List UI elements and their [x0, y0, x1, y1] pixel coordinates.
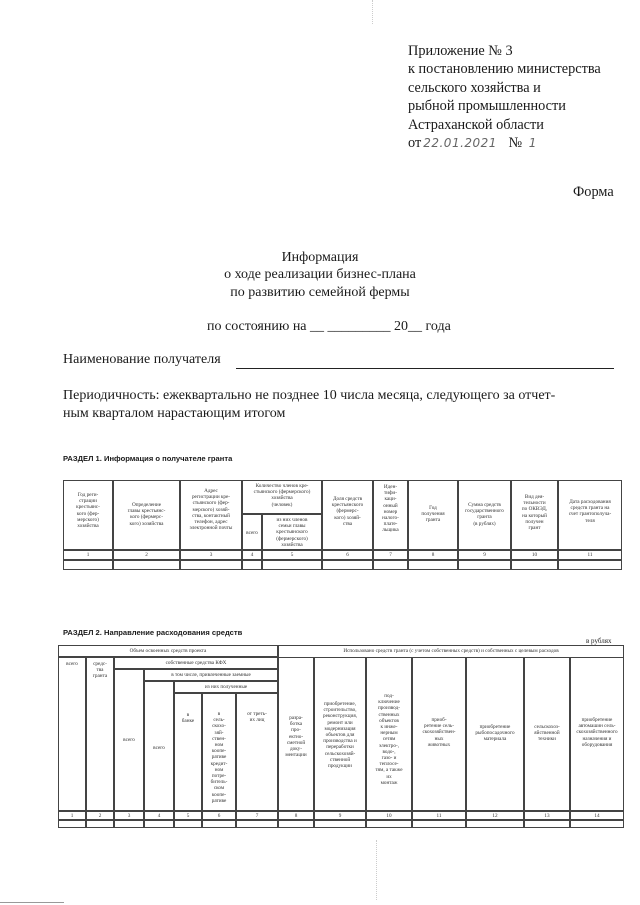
col-number: 8 — [431, 552, 435, 558]
appendix-line-5: Астраханской области — [408, 116, 544, 133]
date-prefix: от — [408, 135, 422, 152]
blank-data-cell[interactable] — [408, 560, 458, 570]
s1-header-2: Определение главы крестьянс- кого (фермерс- кого) хозяйства — [127, 502, 166, 527]
col-number: 8 — [294, 813, 298, 819]
s2-right-group-text: Использовано средств гранта (с учетом собственных средств) и собственных с целевым расходов — [343, 648, 559, 654]
blank-data-cell[interactable] — [412, 820, 466, 828]
periodicity-line-1: Периодичность: ежеквартально не позднее 10 числа месяца, следующего за отчет- — [63, 388, 556, 403]
col-number: 5 — [290, 552, 294, 558]
s2-col-1 — [58, 657, 86, 811]
s2-col-5 — [174, 693, 202, 811]
blank-data-cell[interactable] — [174, 820, 202, 828]
periodicity-line-2: ным кварталом нарастающим итогом — [63, 405, 286, 421]
col-number: 2 — [145, 552, 148, 558]
col-number: 3 — [127, 813, 131, 819]
s2-all-text: всего — [66, 661, 78, 667]
s2-received-text: из них полученные — [204, 684, 248, 690]
appendix-block — [408, 42, 601, 152]
col-number: 6 — [346, 552, 349, 558]
bottom-dot-line — [376, 840, 377, 900]
s1-header-6: Доля средств крестьянского (фермерс- кого) хозяй- ства — [331, 496, 364, 527]
col-number: 3 — [209, 552, 213, 558]
col-number: 7 — [389, 552, 392, 558]
title-line-2: о ходе реализации бизнес-плана — [224, 267, 416, 283]
s1-header-1: Год реги- страции крестьянс- кого (фер- мерского) хозяйства — [76, 492, 100, 530]
appendix-line-2: к постановлению министерства — [408, 61, 601, 78]
s2-header-6: в сель- скохо- зяй- ствен- ном коопе- ративе кредит- ном потре- битель- ском коопе- ративе — [210, 711, 228, 804]
col-number: 4 — [157, 813, 161, 819]
blank-data-cell[interactable] — [322, 560, 373, 570]
blank-data-cell[interactable] — [366, 820, 412, 828]
section-1-title: РАЗДЕЛ 1. Информация о получателе гранта — [63, 454, 233, 463]
blank-data-cell[interactable] — [373, 560, 408, 570]
s1-header-7: Иден- тифи- каци- онный номер налого- плате- льщика — [382, 484, 399, 534]
col-number: 14 — [594, 813, 600, 819]
s2-grant-text: средс- тва гранта — [92, 661, 108, 680]
blank-data-cell[interactable] — [242, 560, 262, 570]
appendix-line-3: сельского хозяйства и — [408, 79, 541, 96]
col-number: 1 — [86, 552, 90, 558]
s2-header-5: в банке — [181, 712, 195, 725]
s1-header-5: из них членов семьи главы крестьянского (фермерского) хозяйства — [276, 517, 308, 548]
bottom-edge-line — [0, 902, 64, 903]
section-2-units: в рублях — [586, 637, 612, 645]
s2-header-11: приоб- ретение сель- скохозяйствен- ных животных — [422, 717, 456, 748]
s2-col-2 — [86, 657, 114, 811]
blank-data-cell[interactable] — [58, 820, 86, 828]
blank-data-cell[interactable] — [114, 820, 144, 828]
col-number: 9 — [483, 552, 486, 558]
blank-data-cell[interactable] — [524, 820, 570, 828]
form-label: Форма — [573, 184, 614, 200]
blank-data-cell[interactable] — [314, 820, 366, 828]
recipient-field-line — [236, 368, 614, 369]
appendix-line-4: рыбной промышленности — [408, 98, 566, 115]
col-number: 9 — [338, 813, 342, 819]
top-dot-line — [372, 0, 373, 24]
s2-header-12: приобретение рыбопосадочного материала — [475, 724, 515, 743]
appendix-line-6 — [408, 134, 601, 152]
col-number: 6 — [217, 813, 221, 819]
number-prefix: № — [508, 135, 523, 152]
blank-data-cell[interactable] — [113, 560, 180, 570]
handwritten-number: 1 — [528, 136, 537, 151]
s2-header-7: от треть- их лиц — [247, 711, 267, 724]
page-title — [180, 249, 460, 301]
s2-header-8: разра- ботка про- ектно- сметной доку- ментации — [285, 715, 307, 759]
s1-header-3: Адрес регистрации кре- стьянского (фер- мерского) хозяй- ства, контактный телефон, адрес электронной почты — [189, 488, 233, 532]
blank-data-cell[interactable] — [86, 820, 114, 828]
blank-data-cell[interactable] — [278, 820, 314, 828]
col-number: 13 — [544, 813, 550, 819]
s1-header-9: Сумма средств государственного гранта (в рублях) — [465, 502, 504, 527]
col-number: 5 — [186, 813, 190, 819]
blank-data-cell[interactable] — [511, 560, 558, 570]
blank-data-cell[interactable] — [570, 820, 624, 828]
s2-header-3: всего — [123, 737, 135, 743]
blank-data-cell[interactable] — [202, 820, 236, 828]
section-1-table — [63, 480, 622, 570]
col-number: 2 — [98, 813, 102, 819]
s2-header-4: всего — [153, 745, 165, 751]
s2-own-text: собственные средства КФХ — [165, 660, 227, 666]
appendix-line-1: Приложение № 3 — [408, 43, 513, 59]
blank-data-cell[interactable] — [144, 820, 174, 828]
s1-header-11: Дата расходования средств гранта на счет грантополуча- теля — [568, 499, 612, 524]
section-2-title: РАЗДЕЛ 2. Направление расходования средств — [63, 628, 243, 637]
as-of-date: по состоянию на __ _________ 20__ года — [207, 319, 451, 334]
title-line-1: Информация — [281, 250, 359, 265]
blank-data-cell[interactable] — [458, 560, 511, 570]
periodicity-block — [63, 387, 555, 422]
blank-data-cell[interactable] — [466, 820, 524, 828]
title-line-3: по развитию семейной фермы — [230, 284, 410, 300]
recipient-label: Наименование получателя — [63, 352, 221, 367]
s2-header-14: приобретение автомашин сель- скохозяйственного назначения и оборудования — [576, 717, 618, 748]
col-number: 11 — [436, 813, 442, 819]
s2-header-10: под- ключение производ- ственных объектов к инже- нерным сетям электро-, водо-, газо- и теплосе- тям, а также их монтаж — [375, 693, 403, 786]
s2-attracted-text: в том числе, привлеченные заемные — [171, 672, 251, 678]
blank-data-cell[interactable] — [558, 560, 622, 570]
s2-left-group-text: Объем освоенных средств проекта — [129, 648, 207, 654]
col-number: 7 — [255, 813, 259, 819]
handwritten-date: 22.01.2021 — [423, 136, 497, 151]
col-number: 11 — [587, 552, 593, 558]
col-number: 4 — [250, 552, 254, 558]
blank-data-cell[interactable] — [63, 560, 113, 570]
s2-header-13: сельскохоз- яйственной техники — [534, 724, 560, 743]
col-number: 10 — [386, 813, 392, 819]
blank-data-cell[interactable] — [262, 560, 322, 570]
s1-header-10: Вид дея- тельности по ОКВЭД, на который получен грант — [521, 494, 548, 532]
col-number: 12 — [492, 813, 498, 819]
blank-data-cell[interactable] — [236, 820, 278, 828]
s1-header-45: Количество членов кре- стьянского (фермерского) хозяйства (человек) — [253, 483, 311, 508]
col-number: 1 — [70, 813, 74, 819]
s1-header-4: всего — [246, 530, 258, 536]
col-number: 10 — [531, 552, 538, 558]
s2-header-9: приобретение, строительство, реконструкция, ремонт или модернизация объектов для производства и переработки сельскохозяй- ственной продукции — [322, 701, 358, 770]
blank-data-cell[interactable] — [180, 560, 242, 570]
section-2-table — [58, 645, 624, 828]
s1-header-8: Год получения гранта — [421, 505, 445, 524]
